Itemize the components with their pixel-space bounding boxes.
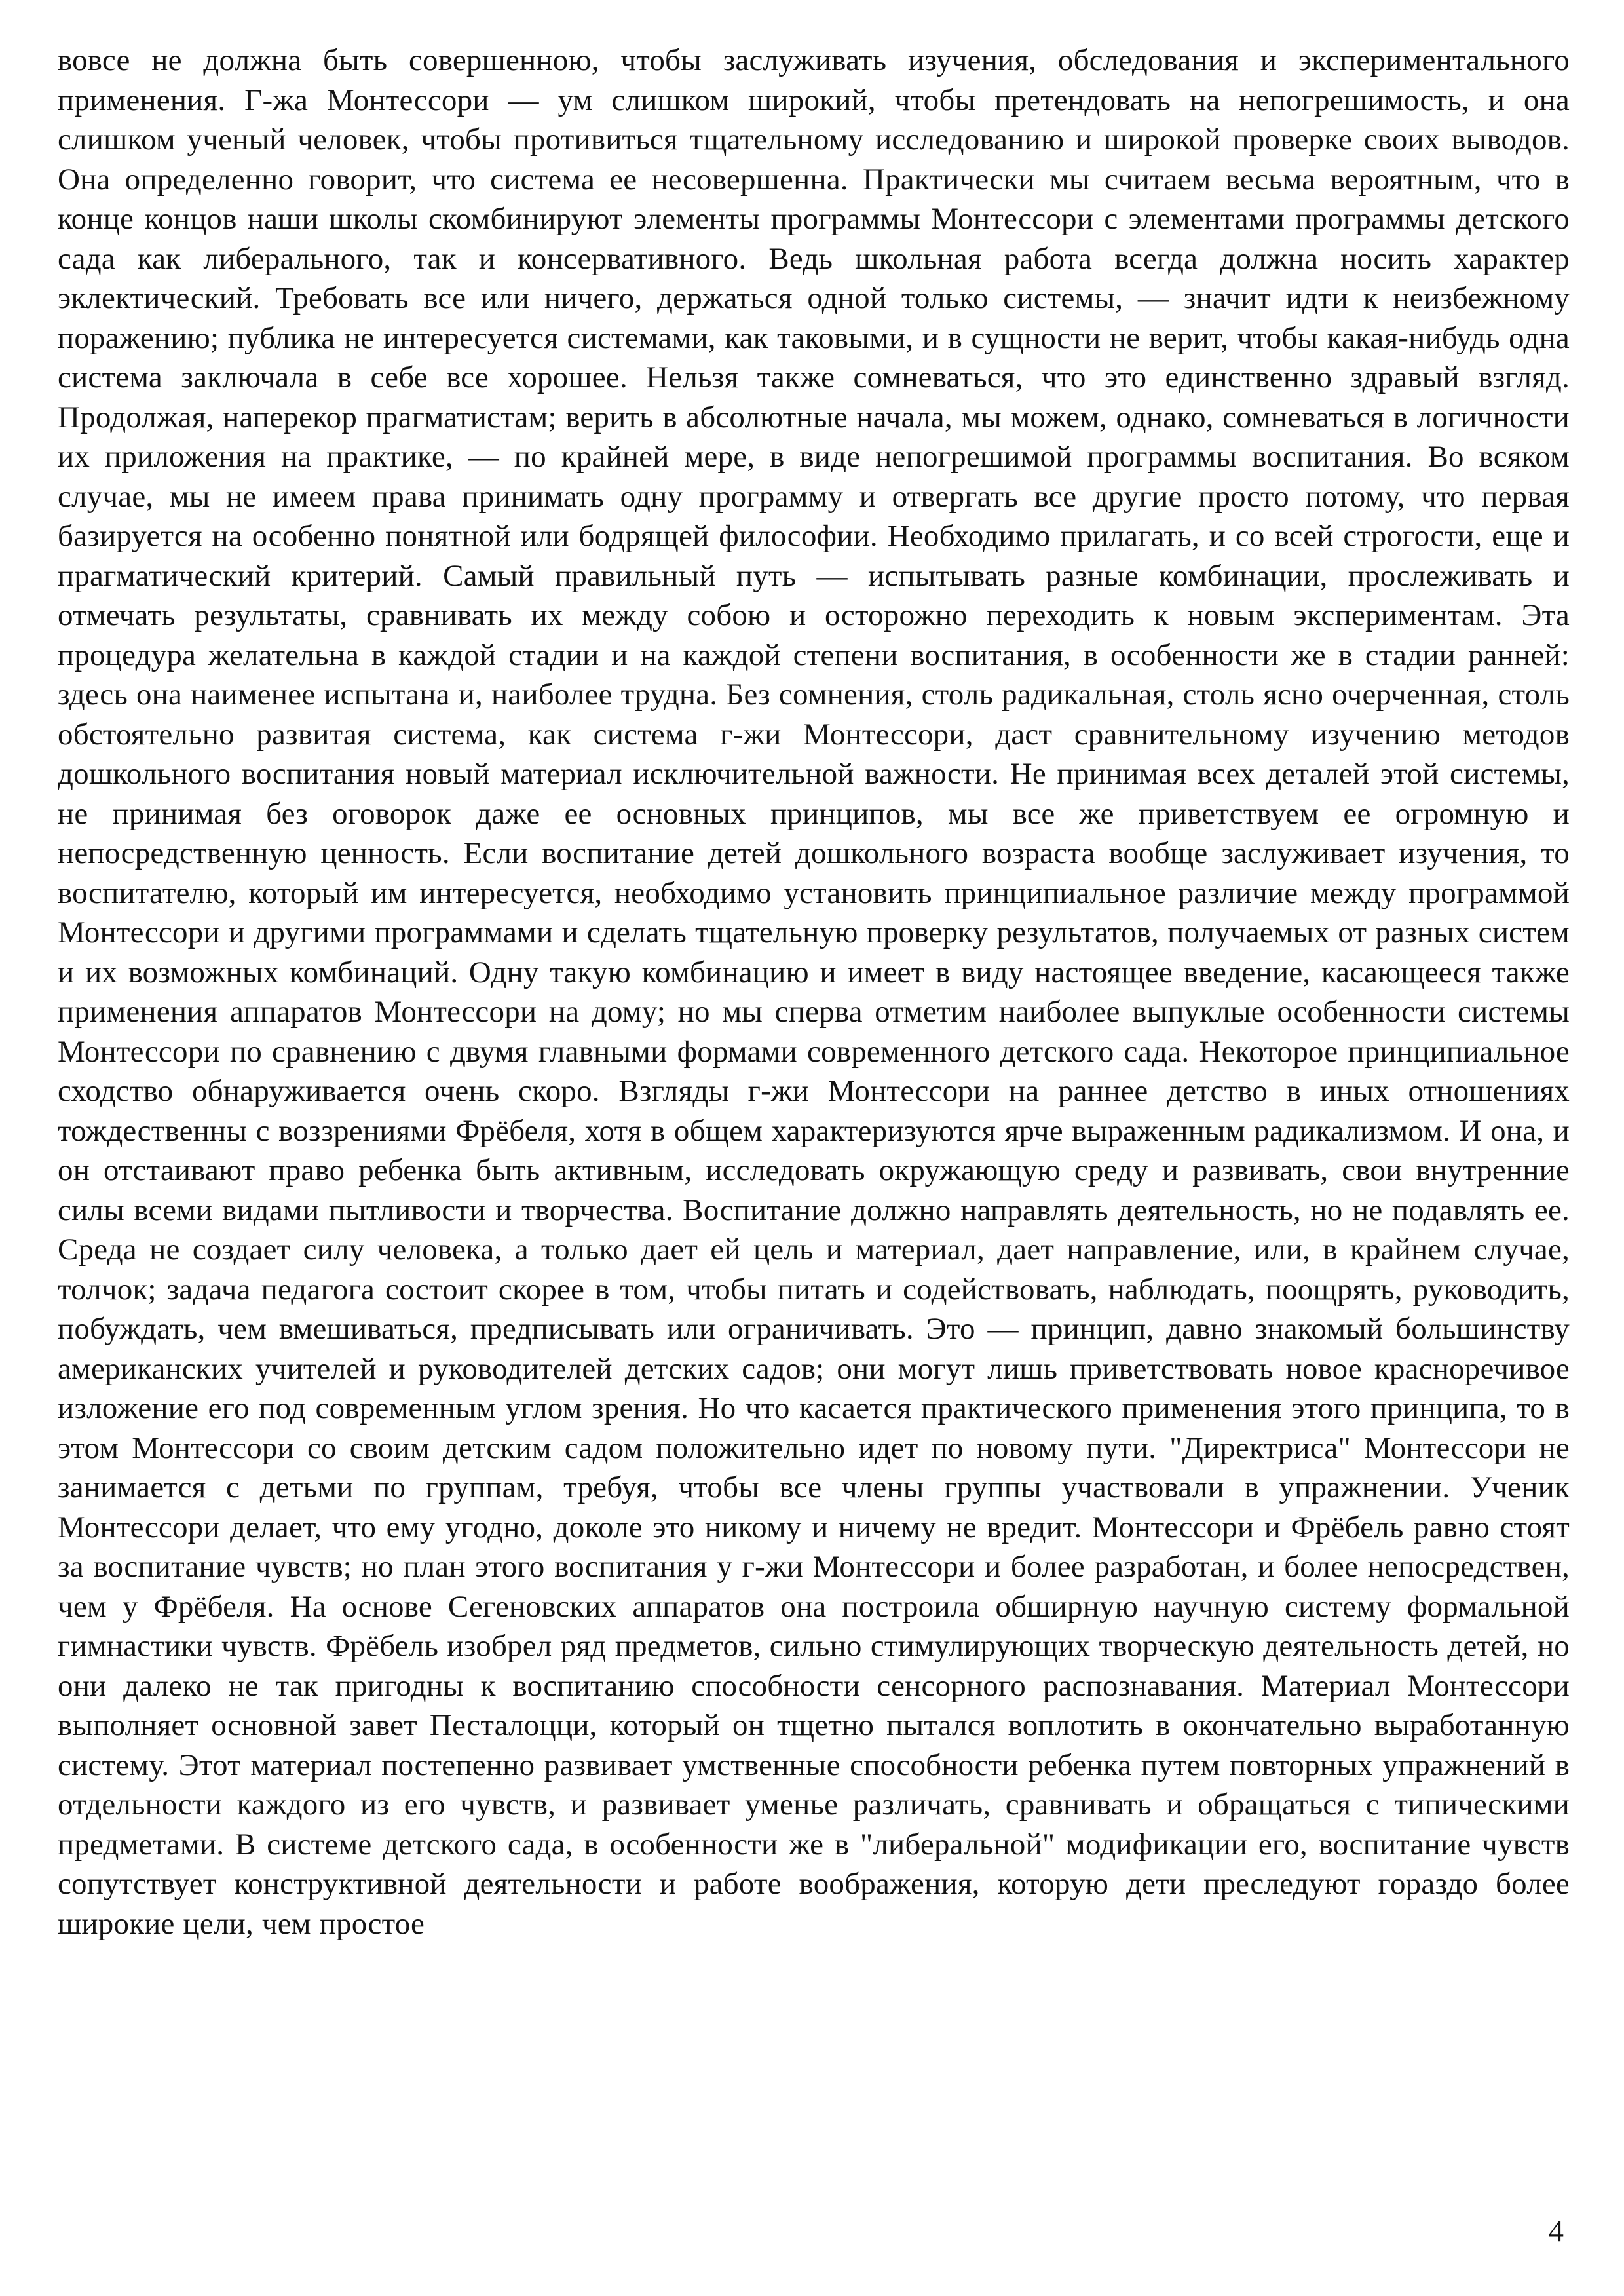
- body-paragraph: вовсе не должна быть совершенною, чтобы заслуживать изучения, обследования и экспериментального применения. Г-жа Монтессори — ум слишком широкий, чтобы претендовать на непогрешимость, и она слишком ученый человек, чтобы противиться тщательному исследованию и широкой проверке своих выводов. Она определенно говорит, что система ее несовершенна. Практически мы считаем весьма вероятным, что в конце концов наши школы скомбинируют элементы программы Монтессори с элементами программы детского сада как либерального, так и консервативного. Ведь школьная работа всегда должна носить характер эклектический. Требовать все или ничего, держаться одной только системы, — значит идти к неизбежному поражению; публика не интересуется системами, как таковыми, и в сущности не верит, чтобы какая-нибудь одна система заключала в себе все хорошее. Нельзя также сомневаться, что это единственно здравый взгляд. Продолжая, наперекор прагматистам; верить в абсолютные начала, мы можем, однако, сомневаться в логичности их приложения на практике, — по крайней мере, в виде непогрешимой программы воспитания. Во всяком случае, мы не имеем права принимать одну программу и отвергать все другие просто потому, что первая базируется на особенно понятной или бодрящей философии. Необходимо прилагать, и со всей строгости, еще и прагматический критерий. Самый правильный путь — испытывать разные комбинации, прослеживать и отмечать результаты, сравнивать их между собою и осторожно переходить к новым экспериментам. Эта процедура желательна в каждой стадии и на каждой степени воспитания, в особенности же в стадии ранней: здесь она наименее испытана и, наиболее трудна. Без сомнения, столь радикальная, столь ясно очерченная, столь обстоятельно развитая система, как система г-жи Монтессори, даст сравнительному изучению методов дошкольного воспитания новый материал исключительной важности. Не принимая всех деталей этой системы, не принимая без оговорок даже ее основных принципов, мы все же приветствуем ее огромную и непосредственную ценность. Если воспитание детей дошкольного возраста вообще заслуживает изучения, то воспитателю, который им интересуется, необходимо установить принципиальное различие между программой Монтессори и другими программами и сделать тщательную проверку результатов, получаемых от разных систем и их возможных комбинаций. Одну такую комбинацию и имеет в виду настоящее введение, касающееся также применения аппаратов Монтессори на дому; но мы сперва отметим наиболее выпуклые особенности системы Монтессори по сравнению с двумя главными формами современного детского сада. Некоторое принципиальное сходство обнаруживается очень скоро. Взгляды г-жи Монтессори на раннее детство в иных отношениях тождественны с воззрениями Фрёбеля, хотя в общем характеризуются ярче выраженным радикализмом. И она, и он отстаивают право ребенка быть активным, исследовать окружающую среду и развивать, свои внутренние силы всеми видами пытливости и творчества. Воспитание должно направлять деятельность, но не подавлять ее. Среда не создает силу человека, а только дает ей цель и материал, дает направление, или, в крайнем случае, толчок; задача педагога состоит скорее в том, чтобы питать и содействовать, наблюдать, поощрять, руководить, побуждать, чем вмешиваться, предписывать или ограничивать. Это — принцип, давно знакомый большинству американских учителей и руководителей детских садов; они могут лишь приветствовать новое красноречивое изложение его под современным углом зрения. Но что касается практического применения этого принципа, то в этом Монтессори со своим детским садом положительно идет по новому пути. "Директриса" Монтессори не занимается с детьми по группам, требуя, чтобы все члены группы участвовали в упражнении. Ученик Монтессори делает, что ему угодно, доколе это никому и ничему не вредит. Монтессори и Фрёбель равно стоят за воспитание чувств; но план этого воспитания у г-жи Монтессори и более разработан, и более непосредствен, чем у Фрёбеля. На основе Сегеновских аппаратов она построила обширную научную систему формальной гимнастики чувств. Фрёбель изобрел ряд предметов, сильно стимулирующих творческую деятельность детей, но они далеко не так пригодны к воспитанию способности сенсорного распознавания. Материал Монтессори выполняет основной завет Песталоцци, который он тщетно пытался воплотить в окончательно выработанную систему. Этот материал постепенно развивает умственные способности ребенка путем повторных упражнений в отдельности каждого из его чувств, и развивает уменье различать, сравнивать и обращаться с типическими предметами. В системе детского сада, в особенности же в "либеральной" модификации его, воспитание чувств сопутствует конструктивной деятельности и работе воображения, которую дети преследуют гораздо более широкие цели, чем простое: [58, 43, 1570, 1941]
- page-number: 4: [1548, 2214, 1564, 2248]
